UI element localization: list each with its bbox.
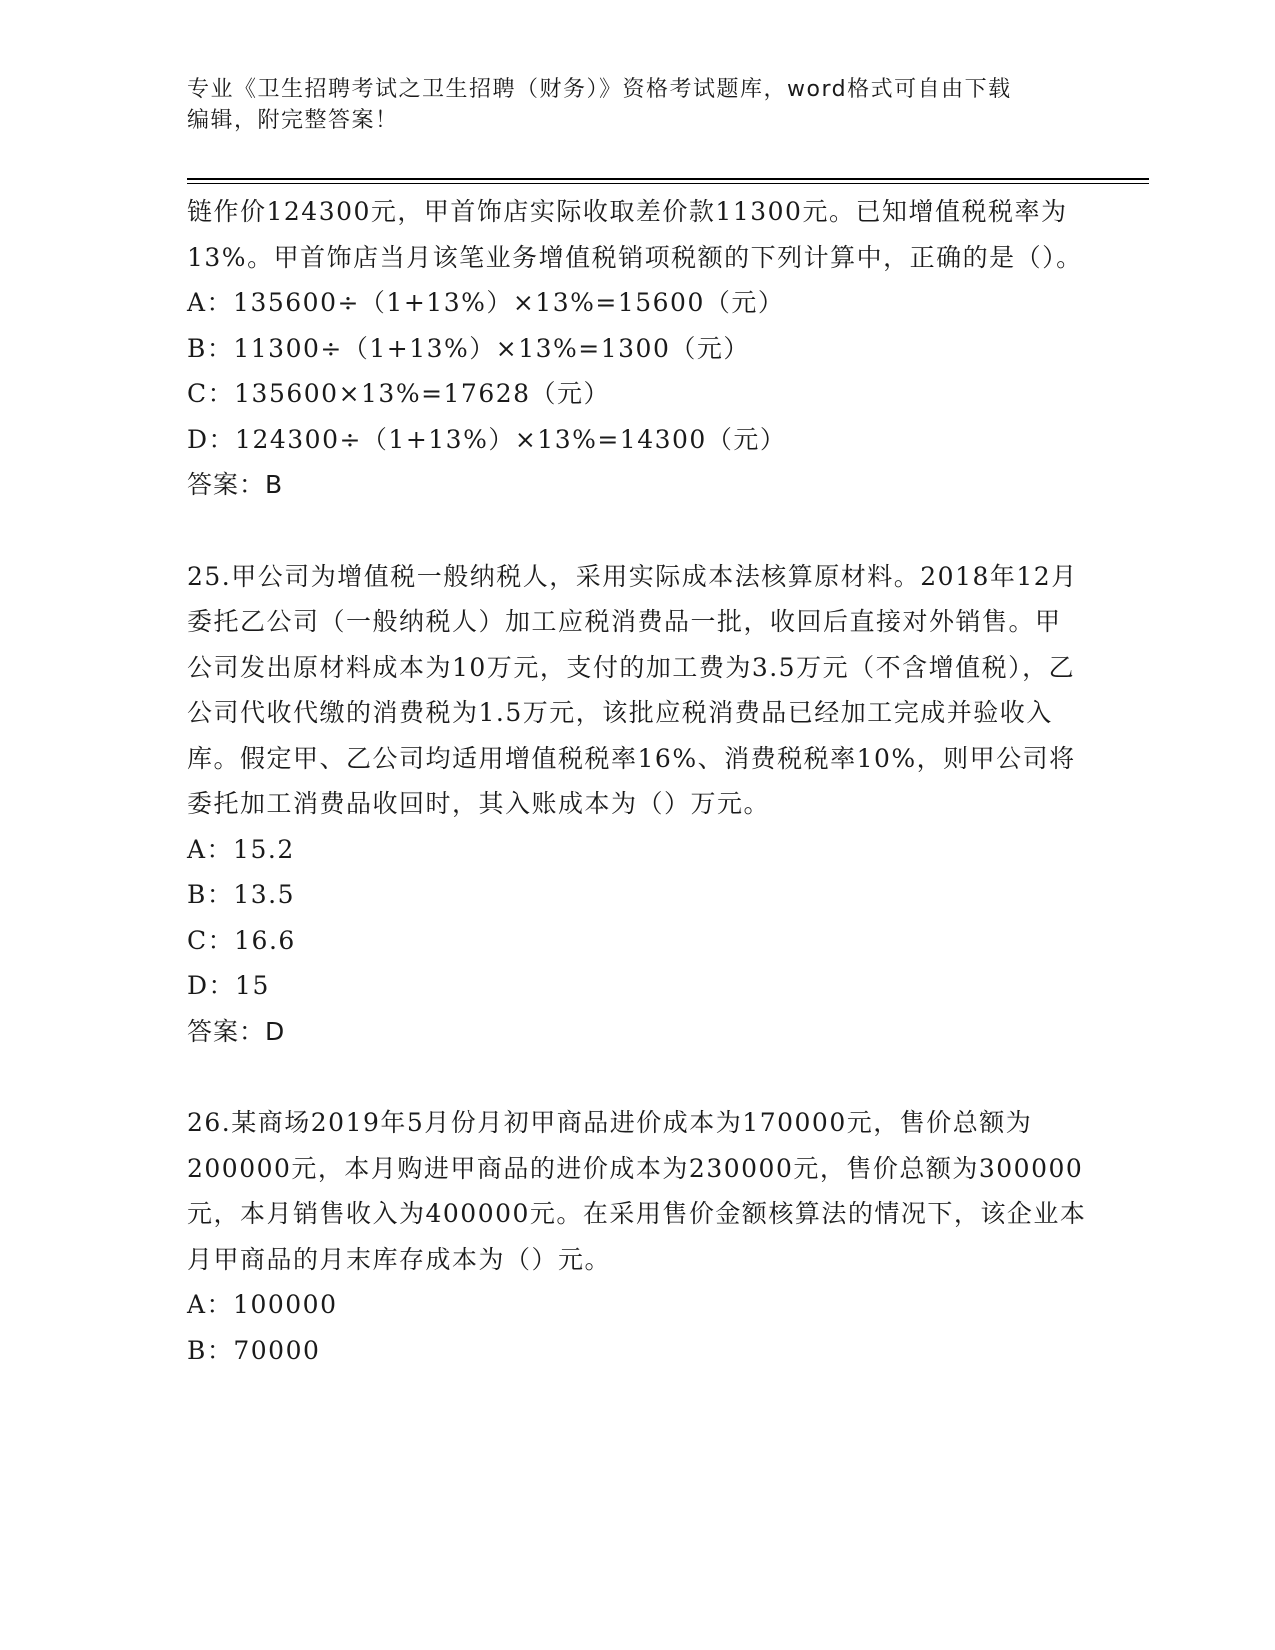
option-b: B：70000	[187, 1335, 321, 1365]
option-b: B：11300÷（1+13%）×13%=1300（元）	[187, 333, 750, 363]
header-line-2: 编辑，附完整答案！	[187, 108, 399, 133]
question-text: 26.某商场2019年5月份月初甲商品进价成本为170000元，售价总额为200000元，本月购进甲商品的进价成本为230000元，售价总额为300000元，本月销售收入为400000元。在采用售价金额核算法的情况下，该企业本月甲商品的月末库存成本为（）元。	[187, 1108, 1087, 1274]
answer: 答案：B	[187, 470, 284, 499]
option-a: A：135600÷（1+13%）×13%=15600（元）	[187, 288, 785, 317]
header-line-1: 专业《卫生招聘考试之卫生招聘（财务）》资格考试题库，word格式可自由下载	[187, 77, 1012, 102]
question-text: 链作价124300元，甲首饰店实际收取差价款11300元。已知增值税税率为13%。甲首饰店当月该笔业务增值税销项税额的下列计算中，正确的是（）。	[187, 197, 1083, 272]
answer: 答案：D	[187, 1016, 286, 1046]
option-d: D：124300÷（1+13%）×13%=14300（元）	[187, 424, 787, 454]
option-c: C：135600×13%=17628（元）	[187, 379, 611, 408]
spacer	[187, 508, 1087, 554]
question-26	[187, 1100, 1087, 1373]
option-c: C：16.6	[187, 925, 296, 955]
document-body	[187, 189, 1087, 1373]
question-text: 25.甲公司为增值税一般纳税人，采用实际成本法核算原材料。2018年12月委托乙公司（一般纳税人）加工应税消费品一批，收回后直接对外销售。甲公司发出原材料成本为10万元，支付的加工费为3.5万元（不含增值税），乙公司代收代缴的消费税为1.5万元，该批应税消费品已经加工完成并验收入库。假定甲、乙公司均适用增值税税率16%、消费税税率10%，则甲公司将委托加工消费品收回时，其入账成本为（）万元。	[187, 561, 1078, 818]
option-a: A：100000	[187, 1290, 338, 1319]
document-header	[187, 74, 1067, 136]
question-25	[187, 554, 1087, 1055]
question-24	[187, 189, 1087, 508]
option-b: B：13.5	[187, 880, 296, 909]
option-a: A：15.2	[187, 834, 295, 864]
spacer	[187, 1054, 1087, 1100]
header-divider-thin	[187, 183, 1149, 184]
header-divider-thick	[187, 178, 1149, 180]
option-d: D：15	[187, 971, 270, 1000]
